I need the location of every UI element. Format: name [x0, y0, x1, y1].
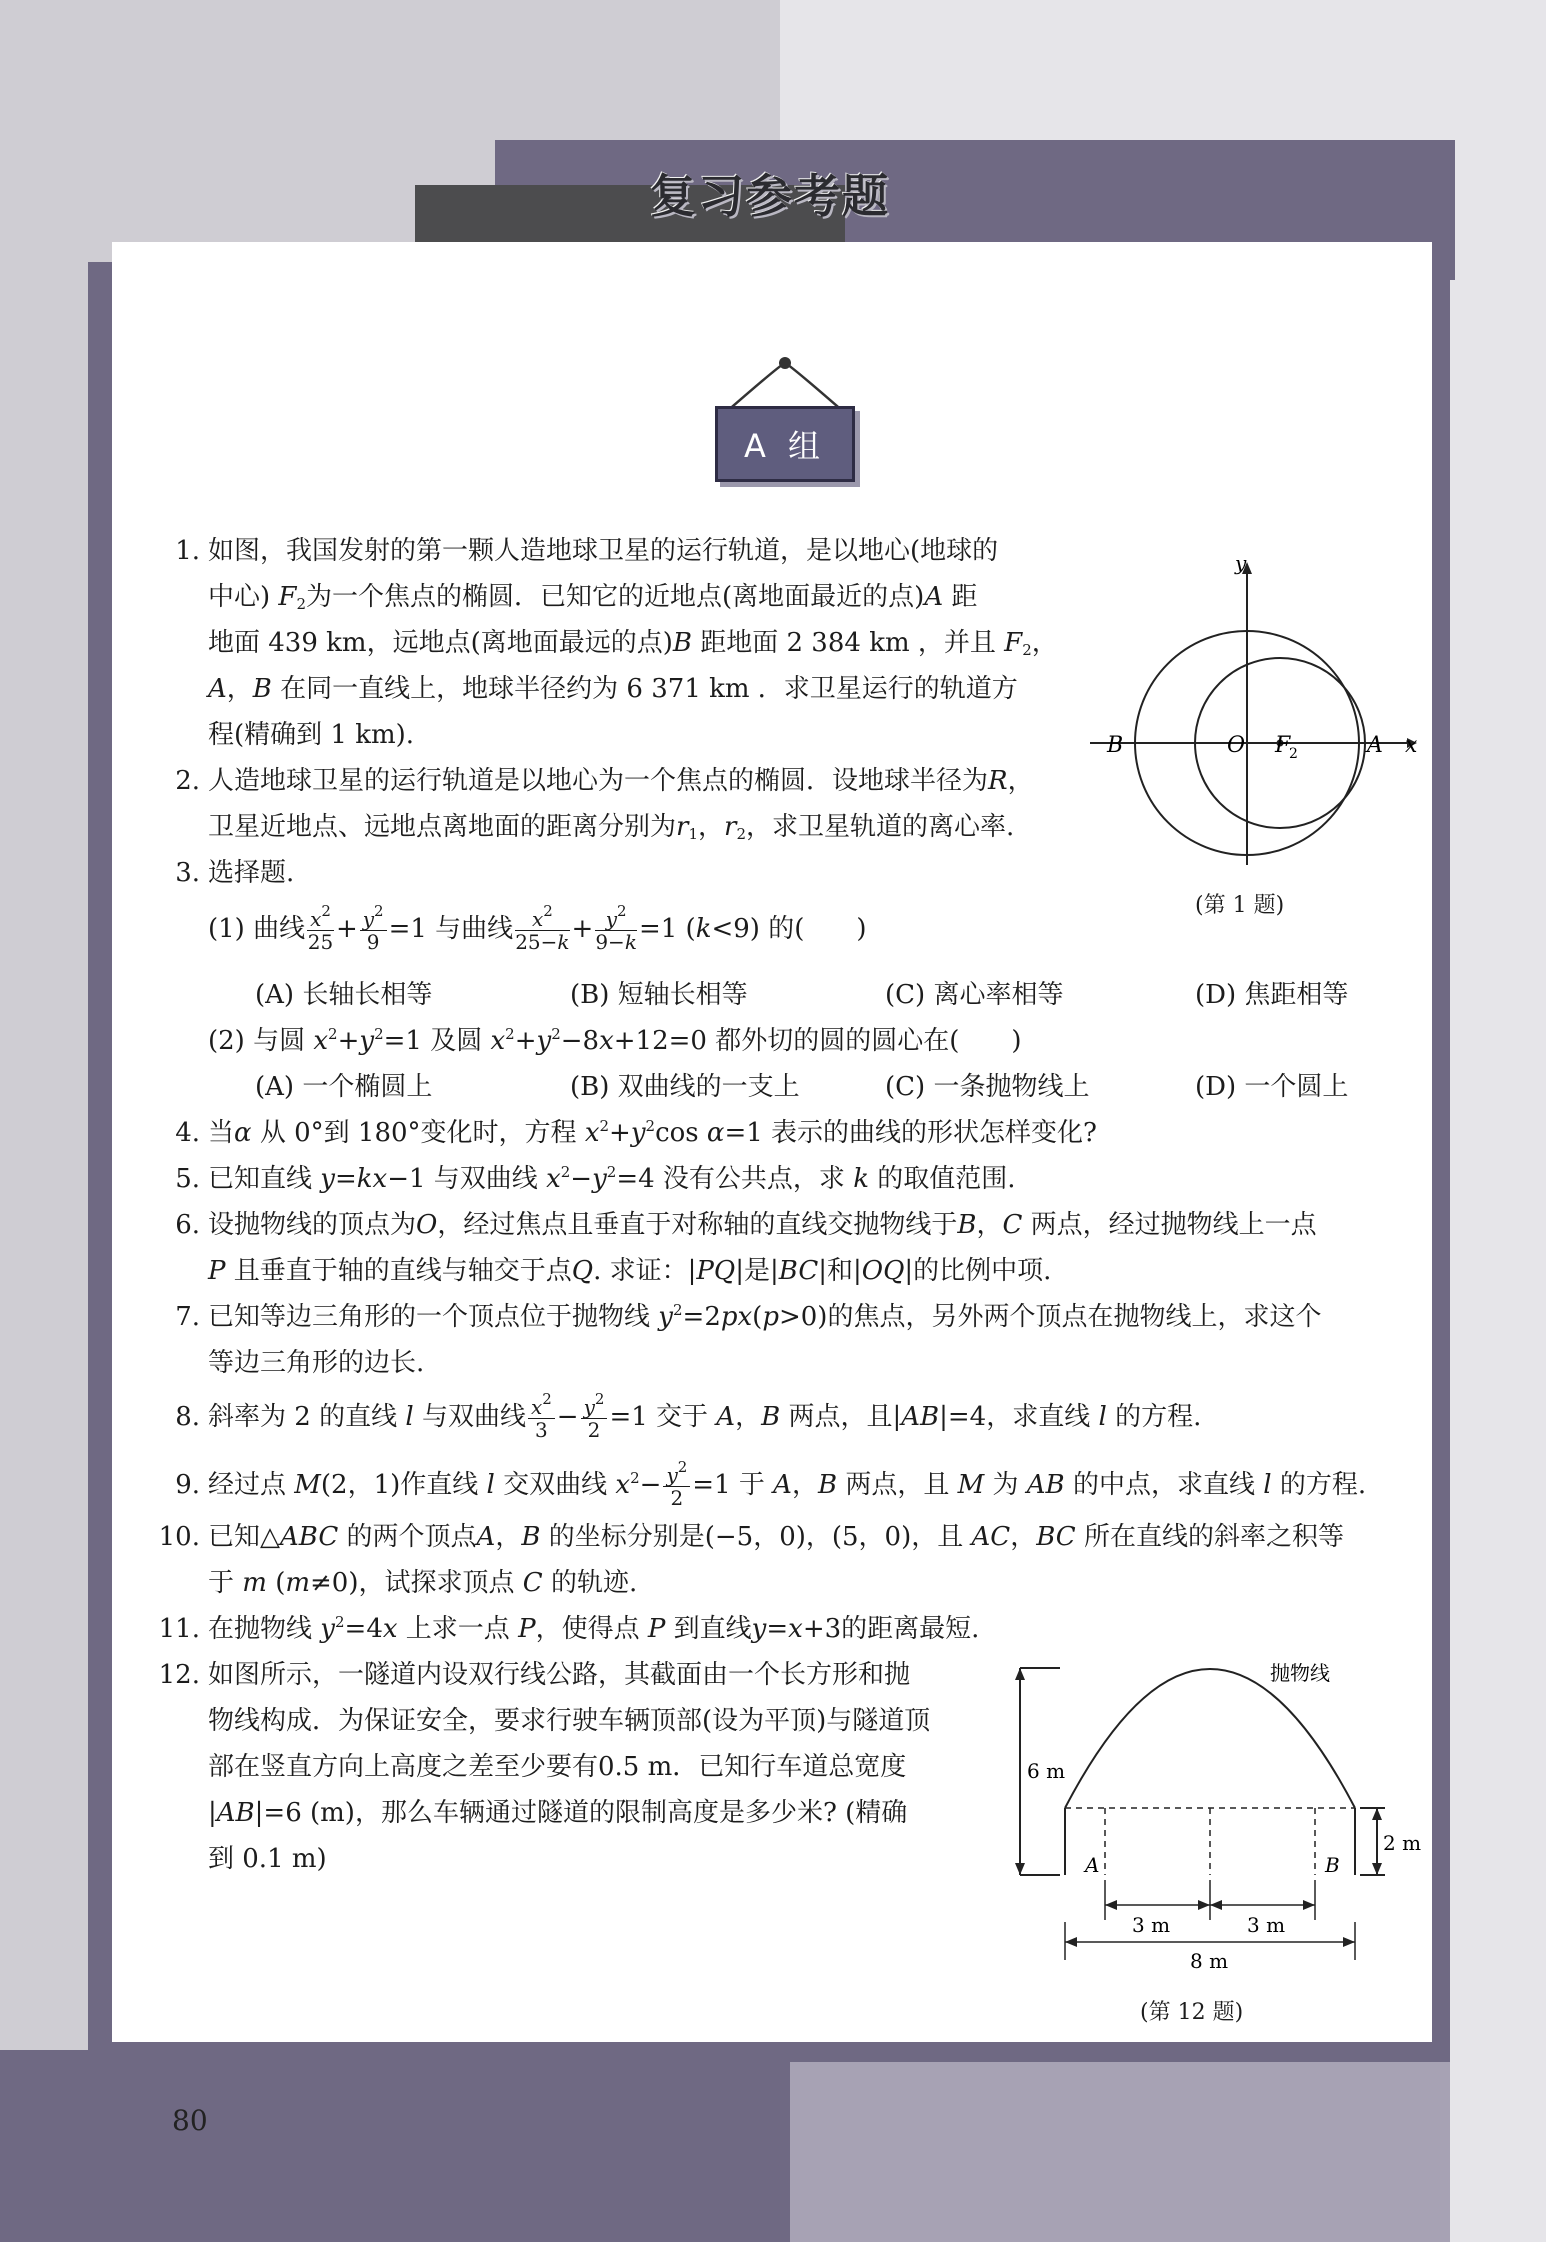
question-number: 9.: [175, 1470, 200, 1500]
arrow-down-icon: [1015, 1863, 1025, 1875]
arrow-up-icon: [1372, 1808, 1382, 1820]
question-text: 的取值范围.: [877, 1164, 1016, 1194]
label-parabola: 抛物线: [1270, 1661, 1330, 1685]
option-2d: (D) 一个圆上: [1195, 1072, 1349, 1102]
question-text: 卫星近地点、远地点离地面的距离分别为: [208, 812, 677, 842]
question-2-line-1: 2. 人造地球卫星的运行轨道是以地心为一个焦点的椭圆．设地球半径为R，: [152, 758, 1034, 804]
question-text: 如图，我国发射的第一颗人造地球卫星的运行轨道，是以地心(地球的: [208, 536, 999, 566]
background-bottom-right: [790, 2055, 1450, 2242]
option-1d: (D) 焦距相等: [1195, 980, 1349, 1010]
question-3-part-1: (1) 曲线 $\frac{x^2}{25}$ + $\frac{y^2}{9}$ =1 与曲线 $\frac{x^2}{25-k}$ + $\frac{y^2}{9-k}$ =1 (k<9) 的( ): [208, 901, 867, 954]
question-text: 选择题.: [208, 858, 295, 888]
label-6m: 6 m: [1027, 1759, 1066, 1783]
question-6-line-2: P 且垂直于轴的直线与轴交于点Q. 求证：|PQ|是|BC|和|OQ|的比例中项.: [208, 1256, 1052, 1286]
fraction: $\frac{x^2}{3}$: [528, 1396, 555, 1441]
label-x: x: [1405, 733, 1418, 758]
question-text: =1 交于: [609, 1402, 709, 1432]
question-text: 的中点，求直线: [1072, 1470, 1255, 1500]
option-2b: (B) 双曲线的一支上: [570, 1072, 800, 1102]
question-text: |=4，求直线: [939, 1402, 1091, 1432]
question-12-line-5: 到 0.1 m): [208, 1844, 327, 1874]
question-1-line-5: 程(精确到 1 km).: [208, 720, 415, 750]
question-text: ，求卫星轨道的离心率.: [746, 812, 1015, 842]
question-3-part-2: (2) 与圆 $x^2+y^2=1$ 及圆 $x^2+y^2-8x+12=0$ 都外切的圆的圆心在( ): [208, 1025, 1022, 1056]
question-text: =1 及圆: [383, 1026, 483, 1056]
label-f: F: [1275, 733, 1291, 758]
question-5: 5. 已知直线 y=kx−1 与双曲线 $x^2-y^2=4$ 没有公共点，求 k 的取值范围.: [152, 1156, 1015, 1202]
question-text: 的坐标分别是(−5，0)，(5，0)，且: [548, 1522, 964, 1552]
question-text: (2，1)作直线: [320, 1470, 479, 1500]
figure-1-caption: (第 1 题): [1195, 893, 1285, 918]
question-9: 9. 经过点 M(2，1)作直线 l 交双曲线 $x^2-$ $\frac{y^2}{2}$ =1 于 A，B 两点，且 M 为 AB 的中点，求直线 l 的方程.: [152, 1462, 1366, 1509]
question-12-line-2: 物线构成．为保证安全，要求行驶车辆顶部(设为平顶)与隧道顶: [208, 1706, 931, 1736]
question-text: 设抛物线的顶点为: [208, 1210, 417, 1240]
question-text: 的方程.: [1279, 1470, 1367, 1500]
question-text: 为一个焦点的椭圆．已知它的近地点(离地面最近的点): [306, 582, 925, 612]
question-text: =1 与曲线: [388, 914, 514, 944]
question-text: 已知直线: [208, 1164, 313, 1194]
question-text: |=6 (m)，那么车辆通过隧道的限制高度是多少米? (精确: [254, 1798, 908, 1828]
label-o: O: [1227, 733, 1246, 758]
question-10-line-1: 10. 已知△ABC 的两个顶点A，B 的坐标分别是(−5，0)，(5，0)，且 AC，BC 所在直线的斜率之积等: [152, 1514, 1344, 1560]
question-text: 为: [992, 1470, 1019, 1500]
arrow-down-icon: [1372, 1863, 1382, 1875]
question-1-line-2: 中心) $F_2$为一个焦点的椭圆．已知它的近地点(离地面最近的点)A 距: [208, 582, 978, 613]
arrow-left-icon: [1105, 1900, 1117, 1910]
question-text: 人造地球卫星的运行轨道是以地心为一个焦点的椭圆．设地球半径为: [208, 766, 989, 796]
fraction: $\frac{y^2}{9}$: [360, 908, 387, 953]
option-2a: (A) 一个椭圆上: [255, 1072, 433, 1102]
question-text: 所在直线的斜率之积等: [1083, 1522, 1344, 1552]
question-text: ≠0)，试探求顶点: [310, 1568, 515, 1598]
question-12-line-1: [152, 1652, 910, 1698]
question-3-title: [152, 850, 294, 896]
question-11: 11. 在抛物线 $y^2=4x$ 上求一点 P，使得点 P 到直线y=x+3的距离最短.: [152, 1606, 979, 1652]
question-text: 从 0°到 180°变化时，方程: [259, 1118, 577, 1148]
question-text: =1 (: [638, 914, 696, 944]
label-3m-left: 3 m: [1132, 1913, 1171, 1937]
label-a: A: [1367, 733, 1383, 758]
label-b: B: [1325, 1853, 1340, 1877]
question-number: 5.: [175, 1164, 200, 1194]
figure-1-orbit-diagram: [1085, 550, 1425, 880]
question-text: 与双曲线: [421, 1402, 526, 1432]
label-3m-right: 3 m: [1247, 1913, 1286, 1937]
arrow-right-icon: [1303, 1900, 1315, 1910]
question-text: 中心): [208, 582, 271, 612]
question-text: (2) 与圆: [208, 1026, 306, 1056]
question-text: −1 与双曲线: [387, 1164, 538, 1194]
label-b: B: [1107, 733, 1124, 758]
label-2m: 2 m: [1383, 1831, 1422, 1855]
question-number: 2.: [175, 766, 200, 796]
question-text: 的轨迹.: [550, 1568, 638, 1598]
question-text: ，经过焦点且垂直于对称轴的直线交抛物线于: [437, 1210, 958, 1240]
fraction: $\frac{x^2}{25-k}$: [515, 901, 570, 954]
question-text: 的距离最短.: [841, 1614, 980, 1644]
question-6-line-1: 6. 设抛物线的顶点为O，经过焦点且垂直于对称轴的直线交抛物线于B，C 两点，经过抛物线上一点: [152, 1202, 1317, 1248]
question-12-line-4: |AB|=6 (m)，那么车辆通过隧道的限制高度是多少米? (精确: [208, 1798, 908, 1828]
option-2c: (C) 一条抛物线上: [885, 1072, 1090, 1102]
question-text: 到直线: [673, 1614, 752, 1644]
question-text: 在抛物线: [208, 1614, 313, 1644]
question-text: 如图所示，一隧道内设双行线公路，其截面由一个长方形和抛: [208, 1660, 911, 1690]
question-text: 上求一点: [405, 1614, 510, 1644]
question-text: 距: [951, 582, 978, 612]
fraction: $\frac{x^2}{25}$: [307, 901, 334, 954]
arrow-left-icon: [1065, 1937, 1077, 1947]
question-text: 当: [208, 1118, 235, 1148]
arrow-up-icon: [1015, 1668, 1025, 1680]
question-text: |的比例中项.: [904, 1256, 1052, 1286]
option-1c: (C) 离心率相等: [885, 980, 1064, 1010]
question-text: 的方程.: [1115, 1402, 1202, 1432]
arrow-right-icon: [1343, 1937, 1355, 1947]
question-number: 6.: [175, 1210, 200, 1240]
figure-12-tunnel-diagram: [985, 1650, 1425, 1980]
question-text: 且垂直于轴的直线与轴交于点: [233, 1256, 572, 1286]
question-text: 距地面 2 384 km ，并且: [700, 628, 996, 658]
question-text: 在同一直线上，地球半径约为 6 371 km ．求卫星运行的轨道方: [280, 674, 1018, 704]
question-4: 4. 当α 从 0°到 180°变化时，方程 $x^2+y^2\cos$ α=1 表示的曲线的形状怎样变化?: [152, 1110, 1097, 1156]
question-text: 已知△: [208, 1522, 280, 1552]
question-text: ，使得点: [535, 1614, 640, 1644]
question-text: . 求证：|: [593, 1256, 697, 1286]
page-title: 复习参考题: [650, 169, 890, 223]
question-text: +12=0 都外切的圆的圆心在( ): [613, 1026, 1022, 1056]
question-text: (1) 曲线: [208, 914, 306, 944]
question-text: (: [275, 1568, 286, 1598]
question-number: 10.: [158, 1522, 200, 1552]
option-1b: (B) 短轴长相等: [570, 980, 748, 1010]
question-text: 地面 439 km，远地点(离地面最远的点): [208, 628, 673, 658]
question-12-line-3: 部在竖直方向上高度之差至少要有0.5 m．已知行车道总宽度: [208, 1752, 907, 1782]
fraction: $\frac{y^2}{2}$: [663, 1464, 690, 1509]
question-text: <9) 的( ): [711, 914, 867, 944]
question-number: 4.: [175, 1118, 200, 1148]
question-text: |是|: [735, 1256, 779, 1286]
arrow-left-icon: [1210, 1900, 1222, 1910]
question-text: 斜率为 2 的直线: [208, 1402, 398, 1432]
question-number: 1.: [175, 536, 200, 566]
fraction: $\frac{y^2}{2}$: [581, 1396, 608, 1441]
question-1-line-4: A，B 在同一直线上，地球半径约为 6 371 km ．求卫星运行的轨道方: [208, 674, 1018, 704]
question-text: 交双曲线: [503, 1470, 608, 1500]
question-text: 经过点: [208, 1470, 287, 1500]
page-number: 80: [172, 2104, 208, 2137]
question-text: >0)的焦点，另外两个顶点在抛物线上，求这个: [778, 1302, 1322, 1332]
question-number: 3.: [175, 858, 200, 888]
question-number: 12.: [158, 1660, 200, 1690]
question-number: 8.: [175, 1402, 200, 1432]
question-7-line-2: 等边三角形的边长.: [208, 1348, 425, 1378]
figure-12-caption: (第 12 题): [1140, 2000, 1244, 2025]
question-text: 两点，经过抛物线上一点: [1030, 1210, 1317, 1240]
label-f-subscript: 2: [1289, 746, 1298, 762]
arrow-right-icon: [1198, 1900, 1210, 1910]
group-sign: A 组: [715, 406, 855, 482]
question-text: |和|: [818, 1256, 862, 1286]
question-text: =1 于: [692, 1470, 765, 1500]
question-1-line-3: 地面 439 km，远地点(离地面最远的点)B 距地面 2 384 km ，并且 $F_2$，: [208, 628, 1058, 659]
background-bottom-block: [0, 2050, 790, 2242]
parabola-arc: [1065, 1669, 1355, 1808]
question-1-line-1: [152, 528, 998, 574]
label-a: A: [1085, 1853, 1100, 1877]
question-text: 已知等边三角形的一个顶点位于抛物线: [208, 1302, 651, 1332]
question-7-line-1: 7. 已知等边三角形的一个顶点位于抛物线 $y^2=2px(p>0)$的焦点，另外两个顶点在抛物线上，求这个: [152, 1294, 1321, 1340]
question-number: 11.: [158, 1614, 200, 1644]
question-8: 8. 斜率为 2 的直线 l 与双曲线 $\frac{x^2}{3}$ − $\frac{y^2}{2}$ =1 交于 A，B 两点，且|AB|=4，求直线 l 的方程.: [152, 1394, 1201, 1441]
question-text: =1 表示的曲线的形状怎样变化?: [724, 1118, 1098, 1148]
question-text: =4 没有公共点，求: [616, 1164, 845, 1194]
label-8m: 8 m: [1190, 1949, 1229, 1973]
fraction: $\frac{y^2}{9-k}$: [595, 901, 637, 954]
question-10-line-2: 于 m (m≠0)，试探求顶点 C 的轨迹.: [208, 1568, 638, 1598]
question-text: (: [752, 1302, 763, 1332]
question-number: 7.: [175, 1302, 200, 1332]
question-text: 于: [208, 1568, 235, 1598]
question-text: |: [208, 1798, 217, 1828]
question-text: 两点，且|: [788, 1402, 902, 1432]
question-text: 两点，且: [845, 1470, 950, 1500]
question-text: 的两个顶点: [346, 1522, 477, 1552]
option-1a: (A) 长轴长相等: [255, 980, 433, 1010]
label-y: y: [1235, 551, 1247, 575]
question-2-line-2: 卫星近地点、远地点离地面的距离分别为$r_1$，$r_2$，求卫星轨道的离心率.: [208, 812, 1015, 843]
